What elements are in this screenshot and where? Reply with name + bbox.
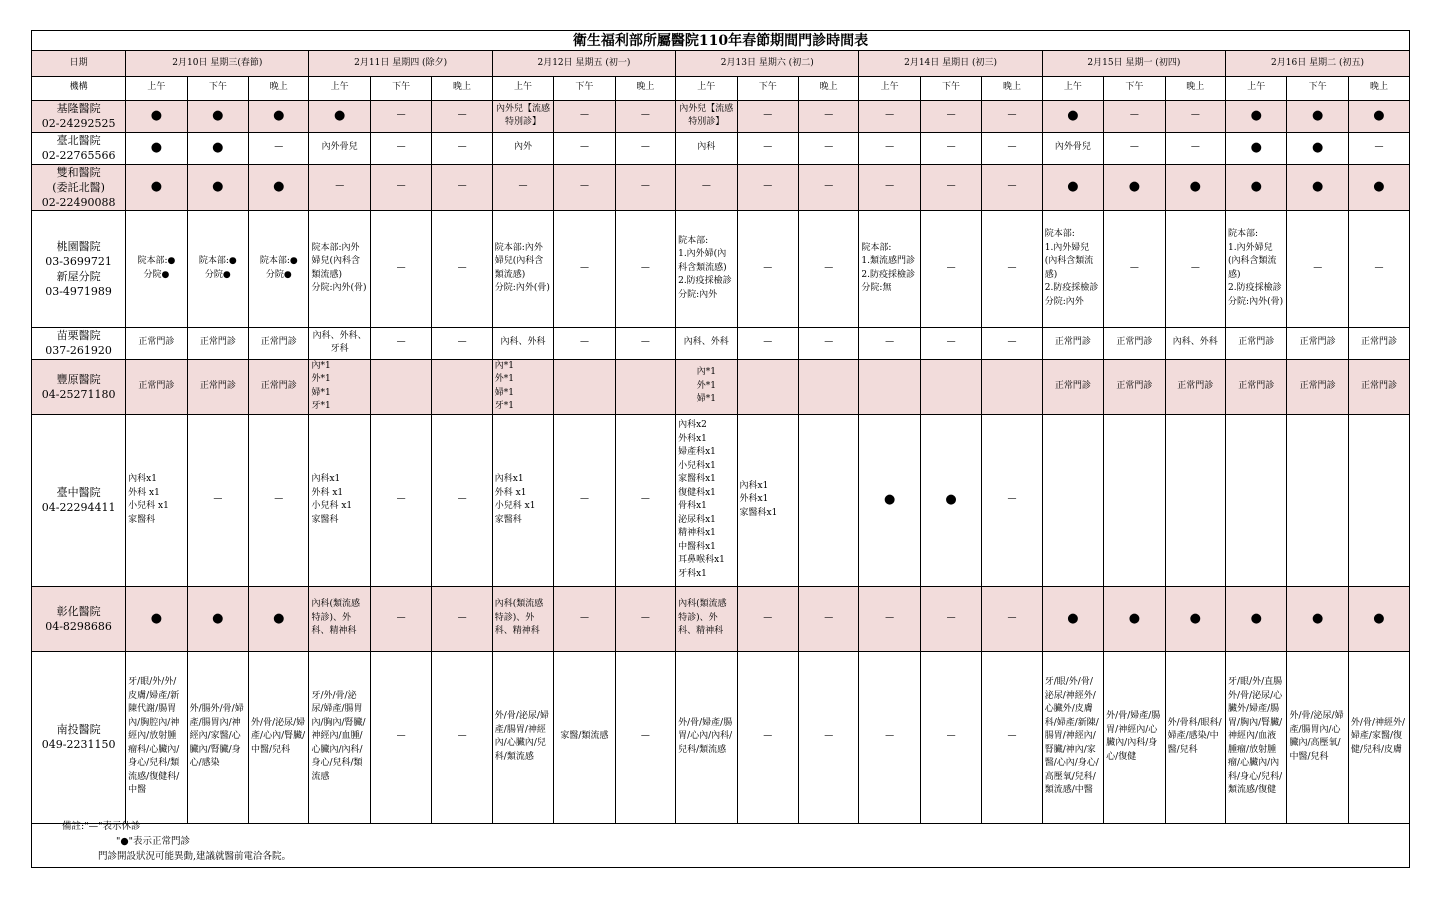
hospital-name: 基隆醫院 02-24292525 — [32, 100, 126, 132]
table-row — [32, 327, 1409, 359]
schedule-cell: ● — [249, 164, 309, 210]
schedule-cell: ● — [1287, 586, 1348, 651]
schedule-cell — [1348, 414, 1409, 586]
schedule-cell: ● — [1042, 164, 1103, 210]
schedule-cell: — — [798, 132, 858, 164]
schedule-cell: — — [982, 210, 1042, 327]
schedule-cell: — — [798, 100, 858, 132]
hospital-name: 苗栗醫院 037-261920 — [32, 327, 126, 359]
schedule-cell — [798, 414, 858, 586]
schedule-cell: ● — [126, 586, 187, 651]
schedule-cell: ● — [1165, 586, 1225, 651]
schedule-cell: — — [982, 586, 1042, 651]
schedule-cell: 內科x1 外科 x1 小兒科 x1 家醫科 — [309, 414, 370, 586]
schedule-cell: 外/腸外/骨/婦產/腸胃內/神經內/家醫/心臟內/腎臟/身心/感染 — [187, 651, 248, 823]
schedule-cell: — — [798, 164, 858, 210]
schedule-cell: 正常門診 — [249, 359, 309, 414]
schedule-cell: — — [676, 164, 737, 210]
period-header: 晚上 — [798, 76, 858, 100]
page-title: 衛生福利部所屬醫院110年春節期間門診時間表 — [32, 31, 1409, 51]
schedule-cell: ● — [1104, 164, 1165, 210]
schedule-cell: — — [1104, 210, 1165, 327]
schedule-cell: — — [432, 327, 492, 359]
schedule-cell: ● — [1348, 100, 1409, 132]
schedule-cell: ● — [1348, 164, 1409, 210]
schedule-cell: 正常門診 — [1104, 327, 1165, 359]
schedule-cell: — — [1348, 210, 1409, 327]
schedule-cell: ● — [1287, 132, 1348, 164]
schedule-cell: — — [737, 586, 798, 651]
schedule-cell: 正常門診 — [1226, 359, 1287, 414]
schedule-cell: 正常門診 — [187, 327, 248, 359]
period-header: 上午 — [1042, 76, 1103, 100]
period-header: 晚上 — [1348, 76, 1409, 100]
schedule-cell: — — [1104, 132, 1165, 164]
schedule-cell: — — [920, 100, 981, 132]
date-header-row — [32, 51, 1409, 76]
schedule-cell: 內*1 外*1 婦*1 — [676, 359, 737, 414]
schedule-cell: 內科、外科 — [1165, 327, 1225, 359]
schedule-cell: — — [920, 327, 981, 359]
schedule-cell: 內科、外科、牙科 — [309, 327, 370, 359]
schedule-cell: ● — [126, 164, 187, 210]
date-header: 2月14日 星期日 (初三) — [859, 51, 1042, 76]
date-header: 2月15日 星期一 (初四) — [1042, 51, 1225, 76]
schedule-cell: 牙/眼/外/外/皮膚/婦產/新陳代謝/腸胃內/胸腔內/神經內/放射腫瘤科/心臟內/身心/兒科/類流感/復健科/中醫 — [126, 651, 187, 823]
schedule-cell: ● — [187, 586, 248, 651]
schedule-cell: — — [432, 164, 492, 210]
schedule-cell: — — [249, 132, 309, 164]
schedule-cell: — — [370, 100, 431, 132]
schedule-cell: 院本部:● 分院● — [187, 210, 248, 327]
schedule-cell: 院本部:內外婦兒(內科含類流感) 分院:內外(骨) — [492, 210, 553, 327]
schedule-cell: — — [187, 414, 248, 586]
schedule-cell: 正常門診 — [1104, 359, 1165, 414]
schedule-cell: 正常門診 — [1348, 327, 1409, 359]
schedule-cell: 外/骨/婦產/腸胃/心內/內科/兒科/類流感 — [676, 651, 737, 823]
period-header: 晚上 — [432, 76, 492, 100]
period-header: 晚上 — [982, 76, 1042, 100]
schedule-cell: 正常門診 — [126, 359, 187, 414]
schedule-cell: — — [798, 327, 858, 359]
schedule-cell: — — [432, 651, 492, 823]
period-header: 下午 — [920, 76, 981, 100]
schedule-cell: — — [615, 164, 675, 210]
schedule-cell: — — [982, 327, 1042, 359]
schedule-cell — [615, 359, 675, 414]
hospital-name: 雙和醫院 (委託北醫) 02-22490088 — [32, 164, 126, 210]
schedule-cell: — — [432, 100, 492, 132]
schedule-cell: — — [370, 327, 431, 359]
schedule-cell: ● — [1104, 586, 1165, 651]
schedule-cell: — — [920, 651, 981, 823]
schedule-cell: — — [982, 414, 1042, 586]
hospital-name: 彰化醫院 04-8298686 — [32, 586, 126, 651]
schedule-cell: 院本部: 1.內外婦兒(內科含類流感) 2.防疫採檢診 分院:內外(骨) — [1226, 210, 1287, 327]
schedule-cell: ● — [859, 414, 920, 586]
schedule-cell: — — [615, 210, 675, 327]
schedule-cell — [798, 359, 858, 414]
schedule-cell: 內科x1 外科x1 家醫科x1 — [737, 414, 798, 586]
schedule-cell: — — [309, 164, 370, 210]
schedule-table — [32, 51, 1409, 824]
schedule-cell: 內科(類流感特診)、外科、精神科 — [676, 586, 737, 651]
schedule-cell: — — [737, 100, 798, 132]
schedule-cell: 正常門診 — [126, 327, 187, 359]
schedule-cell: — — [432, 132, 492, 164]
schedule-cell: — — [370, 651, 431, 823]
table-row — [32, 100, 1409, 132]
period-header-row — [32, 76, 1409, 100]
schedule-cell: — — [554, 414, 615, 586]
hospital-name: 桃園醫院 03-3699721 新屋分院 03-4971989 — [32, 210, 126, 327]
schedule-cell: ● — [1226, 164, 1287, 210]
schedule-cell: — — [920, 132, 981, 164]
schedule-cell: — — [1348, 132, 1409, 164]
date-label: 日期 — [32, 51, 126, 76]
schedule-cell: ● — [249, 586, 309, 651]
schedule-cell: — — [1104, 100, 1165, 132]
schedule-cell: — — [1165, 100, 1225, 132]
schedule-cell: 院本部: 1.內外婦兒(內科含類流感) 2.防疫採檢診 分院:內外 — [1042, 210, 1103, 327]
schedule-cell — [737, 359, 798, 414]
schedule-cell — [432, 359, 492, 414]
schedule-cell: 內科x2 外科x1 婦產科x1 小兒科x1 家醫科x1 復健科x1 骨科x1 泌尿科x1 精神科x1 中醫科x1 耳鼻喉科x1 牙科x1 — [676, 414, 737, 586]
schedule-cell — [982, 359, 1042, 414]
schedule-cell: — — [920, 586, 981, 651]
schedule-cell: — — [249, 414, 309, 586]
period-header: 下午 — [370, 76, 431, 100]
schedule-cell: 院本部:● 分院● — [249, 210, 309, 327]
note-disclaimer: 門診開設狀況可能異動,建議就醫前電洽各院。 — [98, 851, 292, 862]
schedule-cell: 外/骨/泌尿/婦產/腸胃/神經內/心臟內/兒科/類流感 — [492, 651, 553, 823]
period-header: 晚上 — [249, 76, 309, 100]
date-header: 2月16日 星期二 (初五) — [1226, 51, 1409, 76]
schedule-cell: — — [370, 210, 431, 327]
schedule-cell: ● — [126, 132, 187, 164]
schedule-cell: ● — [187, 100, 248, 132]
table-row — [32, 164, 1409, 210]
period-header: 上午 — [492, 76, 553, 100]
period-header: 上午 — [309, 76, 370, 100]
schedule-cell: — — [370, 164, 431, 210]
schedule-cell: — — [615, 132, 675, 164]
date-header: 2月10日 星期三(春節) — [126, 51, 309, 76]
schedule-cell: 外/骨/婦產/腸胃/神經內/心臟內/內科/身心/復健 — [1104, 651, 1165, 823]
period-header: 晚上 — [615, 76, 675, 100]
schedule-cell — [1287, 414, 1348, 586]
period-header: 上午 — [126, 76, 187, 100]
period-header: 下午 — [1104, 76, 1165, 100]
schedule-cell: ● — [187, 164, 248, 210]
schedule-cell: — — [982, 132, 1042, 164]
notes — [62, 819, 291, 864]
schedule-cell: 正常門診 — [1042, 359, 1103, 414]
schedule-cell: ● — [1042, 100, 1103, 132]
hospital-name: 豐原醫院 04-25271180 — [32, 359, 126, 414]
date-header: 2月13日 星期六 (初二) — [676, 51, 859, 76]
schedule-cell: 正常門診 — [1226, 327, 1287, 359]
schedule-cell: 內外骨兒 — [1042, 132, 1103, 164]
schedule-cell: 院本部:內外婦兒(內科含類流感) 分院:內外(骨) — [309, 210, 370, 327]
schedule-cell: — — [554, 327, 615, 359]
schedule-cell: — — [737, 132, 798, 164]
period-header: 上午 — [676, 76, 737, 100]
schedule-cell: 內科x1 外科 x1 小兒科 x1 家醫科 — [126, 414, 187, 586]
schedule-cell: — — [859, 651, 920, 823]
schedule-cell: — — [615, 327, 675, 359]
schedule-cell: — — [920, 164, 981, 210]
schedule-cell — [370, 359, 431, 414]
schedule-cell: 外/骨/神經外/婦產/家醫/復健/兒科/皮膚 — [1348, 651, 1409, 823]
schedule-cell: — — [982, 164, 1042, 210]
schedule-cell: ● — [1042, 586, 1103, 651]
schedule-cell: — — [1165, 132, 1225, 164]
schedule-cell: — — [432, 210, 492, 327]
schedule-cell: 正常門診 — [187, 359, 248, 414]
schedule-cell: — — [737, 210, 798, 327]
schedule-cell: — — [615, 100, 675, 132]
schedule-cell — [920, 359, 981, 414]
schedule-cell: ● — [1348, 586, 1409, 651]
period-header: 上午 — [1226, 76, 1287, 100]
schedule-cell: — — [492, 164, 553, 210]
schedule-cell: 正常門診 — [1287, 327, 1348, 359]
schedule-cell: ● — [1165, 164, 1225, 210]
schedule-cell: 內*1 外*1 婦*1 牙*1 — [309, 359, 370, 414]
period-header: 晚上 — [1165, 76, 1225, 100]
note-closed: 備註:"—"表示休診 — [62, 821, 141, 832]
schedule-cell: ● — [1226, 132, 1287, 164]
schedule-cell: — — [554, 586, 615, 651]
schedule-cell: — — [737, 327, 798, 359]
schedule-cell: — — [554, 164, 615, 210]
schedule-cell: 牙/外/骨/泌尿/婦產/腸胃內/胸內/腎臟/神經內/血腫/心臟內/內科/身心/兒科/類流感 — [309, 651, 370, 823]
schedule-cell: 外/骨/泌尿/婦產/腸胃內/心臟內/高壓氧/中醫/兒科 — [1287, 651, 1348, 823]
schedule-cell: — — [737, 164, 798, 210]
period-header: 下午 — [737, 76, 798, 100]
schedule-cell: ● — [126, 100, 187, 132]
schedule-cell: ● — [249, 100, 309, 132]
table-row — [32, 414, 1409, 586]
schedule-cell: 院本部: 1.類流感門診 2.防疫採檢診 分院:無 — [859, 210, 920, 327]
table-row — [32, 586, 1409, 651]
schedule-cell: — — [432, 414, 492, 586]
schedule-cell: — — [370, 414, 431, 586]
schedule-cell: 內科、外科 — [676, 327, 737, 359]
schedule-cell — [859, 359, 920, 414]
table-row — [32, 132, 1409, 164]
schedule-cell — [1165, 414, 1225, 586]
schedule-cell: — — [554, 100, 615, 132]
hospital-name: 南投醫院 049-2231150 — [32, 651, 126, 823]
schedule-cell — [1104, 414, 1165, 586]
schedule-cell: — — [798, 210, 858, 327]
schedule-cell: — — [554, 132, 615, 164]
schedule-cell: — — [859, 100, 920, 132]
schedule-cell: 外/骨科/眼科/婦產/感染/中醫/兒科 — [1165, 651, 1225, 823]
schedule-cell: 內外 — [492, 132, 553, 164]
schedule-cell: 內科x1 外科 x1 小兒科 x1 家醫科 — [492, 414, 553, 586]
schedule-cell: — — [1287, 210, 1348, 327]
schedule-cell: 外/骨/泌尿/婦產/心內/腎臟/中醫/兒科 — [249, 651, 309, 823]
schedule-cell: 牙/眼/外/骨/泌尿/神經外/心臟外/皮膚科/婦產/新陳/腸胃/神經內/腎臟/神內/家醫/心內/身心/高壓氧/兒科/類流感/中醫 — [1042, 651, 1103, 823]
schedule-cell: ● — [1287, 100, 1348, 132]
schedule-cell: ● — [920, 414, 981, 586]
schedule-cell — [1226, 414, 1287, 586]
schedule-cell: — — [1165, 210, 1225, 327]
schedule-cell: 內科、外科 — [492, 327, 553, 359]
schedule-cell: 內科 — [676, 132, 737, 164]
schedule-sheet — [31, 30, 1410, 868]
schedule-cell: — — [737, 651, 798, 823]
period-header: 下午 — [1287, 76, 1348, 100]
schedule-cell: 正常門診 — [1287, 359, 1348, 414]
schedule-cell: — — [554, 210, 615, 327]
table-row — [32, 210, 1409, 327]
schedule-cell: — — [859, 164, 920, 210]
schedule-cell: 正常門診 — [1042, 327, 1103, 359]
schedule-cell — [1042, 414, 1103, 586]
schedule-cell: ● — [309, 100, 370, 132]
schedule-cell: ● — [1287, 164, 1348, 210]
schedule-cell: 牙/眼/外/直腸外/骨/泌尿/心臟外/婦產/腸胃/胸內/腎臟/神經內/血液腫瘤/放射腫瘤/心臟內/內科/身心/兒科/類流感/復健 — [1226, 651, 1287, 823]
schedule-cell: ● — [187, 132, 248, 164]
schedule-cell: 家醫/類流感 — [554, 651, 615, 823]
schedule-cell — [554, 359, 615, 414]
date-header: 2月11日 星期四 (除夕) — [309, 51, 492, 76]
schedule-cell: — — [432, 586, 492, 651]
schedule-cell: 內外骨兒 — [309, 132, 370, 164]
schedule-cell: — — [615, 414, 675, 586]
period-header: 上午 — [859, 76, 920, 100]
schedule-cell: — — [615, 586, 675, 651]
schedule-cell: — — [982, 651, 1042, 823]
schedule-cell: 內科(類流感特診)、外科、精神科 — [309, 586, 370, 651]
schedule-cell: — — [798, 586, 858, 651]
schedule-cell: 正常門診 — [1348, 359, 1409, 414]
period-header: 下午 — [187, 76, 248, 100]
table-row — [32, 651, 1409, 823]
schedule-cell: 正常門診 — [249, 327, 309, 359]
schedule-cell: — — [370, 586, 431, 651]
schedule-cell: 院本部:● 分院● — [126, 210, 187, 327]
hospital-name: 臺中醫院 04-22294411 — [32, 414, 126, 586]
date-header: 2月12日 星期五 (初一) — [492, 51, 675, 76]
schedule-cell: — — [615, 651, 675, 823]
schedule-cell: — — [920, 210, 981, 327]
schedule-cell: — — [859, 132, 920, 164]
period-header: 下午 — [554, 76, 615, 100]
org-label: 機構 — [32, 76, 126, 100]
schedule-cell: — — [798, 651, 858, 823]
schedule-cell: 內科(類流感特診)、外科、精神科 — [492, 586, 553, 651]
schedule-cell: 內*1 外*1 婦*1 牙*1 — [492, 359, 553, 414]
schedule-cell: 內外兒【流感特別診】 — [492, 100, 553, 132]
schedule-cell: — — [859, 586, 920, 651]
schedule-cell: ● — [1226, 100, 1287, 132]
schedule-cell: — — [370, 132, 431, 164]
schedule-cell: ● — [1226, 586, 1287, 651]
schedule-cell: 正常門診 — [1165, 359, 1225, 414]
schedule-cell: — — [859, 327, 920, 359]
note-open: "●"表示正常門診 — [116, 836, 191, 847]
schedule-cell: — — [982, 100, 1042, 132]
hospital-name: 臺北醫院 02-22765566 — [32, 132, 126, 164]
schedule-cell: 院本部: 1.內外婦(內科含類流感) 2.防疫採檢診 分院:內外 — [676, 210, 737, 327]
table-row — [32, 359, 1409, 414]
schedule-cell: 內外兒【流感特別診】 — [676, 100, 737, 132]
